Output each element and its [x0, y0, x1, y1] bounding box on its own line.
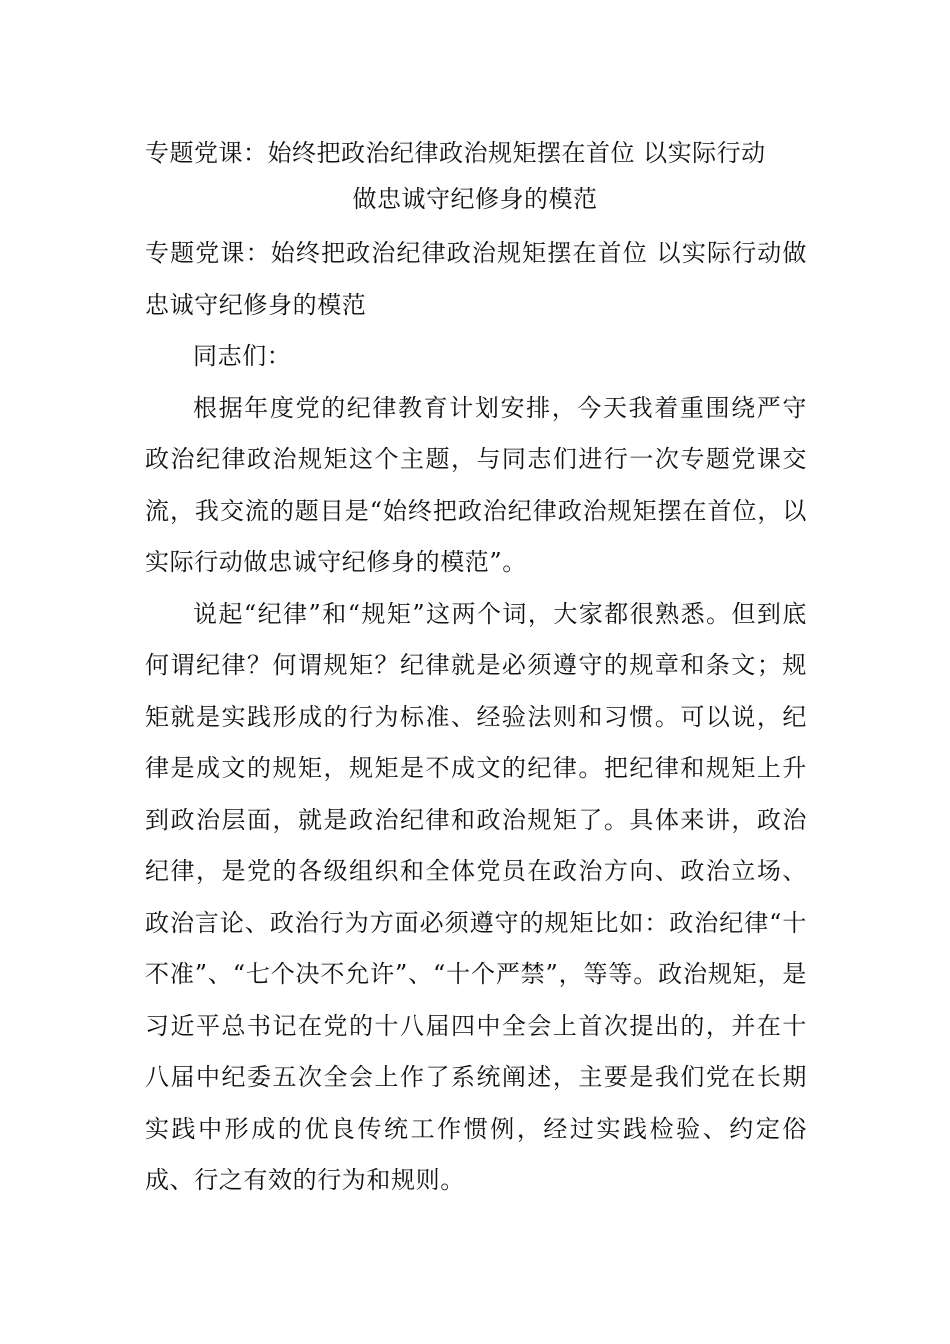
title-line-2: 做忠诚守纪修身的模范: [352, 185, 598, 213]
salutation: 同志们：: [193, 342, 292, 370]
title-line-1: 专题党课：始终把政治纪律政治规矩摆在首位 以实际行动: [145, 139, 766, 167]
repeated-subtitle: 专题党课：始终把政治纪律政治规矩摆在首位 以实际行动做忠诚守纪修身的模范: [145, 239, 807, 319]
document-body: [145, 228, 807, 1207]
paragraph-2: 说起“纪律”和“规矩”这两个词，大家都很熟悉。但到底何谓纪律？何谓规矩？纪律就是必须遵守的规章和条文；规矩就是实践形成的行为标准、经验法则和习惯。可以说，纪律是成文的规矩，规矩是不成文的纪律。把纪律和规矩上升到政治层面，就是政治纪律和政治规矩了。具体来讲，政治纪律，是党的各级组织和全体党员在政治方向、政治立场、政治言论、政治行为方面必须遵守的规矩比如：政治纪律“十不准”、“七个决不允许”、“十个严禁”，等等。政治规矩，是习近平总书记在党的十八届四中全会上首次提出的，并在十八届中纪委五次全会上作了系统阐述，主要是我们党在长期实践中形成的优良传统工作惯例，经过实践检验、约定俗成、行之有效的行为和规则。: [145, 599, 807, 1194]
document-title: [145, 130, 805, 222]
paragraph-1: 根据年度党的纪律教育计划安排，今天我着重围绕严守政治纪律政治规矩这个主题，与同志们进行一次专题党课交流，我交流的题目是“始终把政治纪律政治规矩摆在首位，以实际行动做忠诚守纪修身的模范”。: [145, 393, 807, 576]
